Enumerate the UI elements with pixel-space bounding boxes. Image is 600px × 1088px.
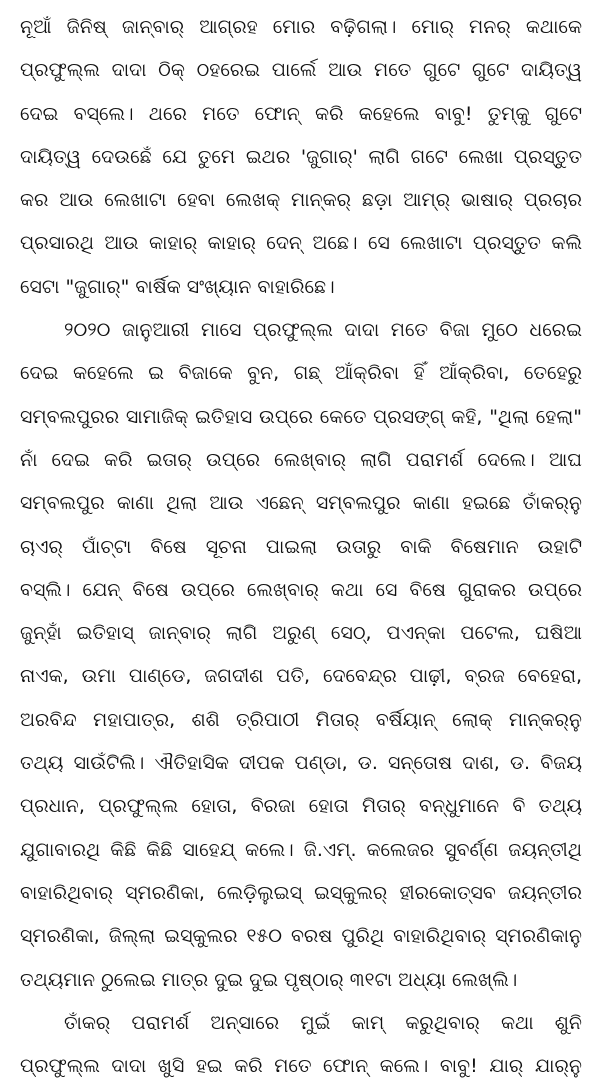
paragraph-1 xyxy=(20,6,582,309)
text-line: ପ୍ରସାରଥି ଆଉ କାହାର୍ କାହାର୍ ଦେନ୍ ଅଛେ। ସେ ଲେଖାଟା ପ୍ରସ୍ତୁତ କଲି xyxy=(20,232,582,255)
text-line: ଦାୟିତ୍ୱ ଦେଉଛେଁ ଯେ ତୁମେ ଇଥର 'ଜୁଗାର୍' ଲାଗି ଗଟେ ଲେଖା ପ୍ରସ୍ତୁତ xyxy=(20,145,582,168)
text-line: ଅରବିନ୍ଦ ମହାପାତ୍ର, ଶଶି ତ୍ରିପାଠୀ ମିତାର୍ ବର୍ଷିୟାନ୍ ଲୋକ୍ ମାନ୍‌କର୍‌ନୁ xyxy=(20,708,582,731)
text-line: ପ୍ରଧାନ, ପ୍ରଫୁଲ୍ଲ ହୋତା, ବିରଜା ହୋତା ମିତାର୍ ବନ୍ଧୁମାନେ ବି ତଥ୍ୟ xyxy=(20,795,582,818)
text-line: ତଥ୍ୟ ସାଉଁଟିଲି। ଐତିହାସିକ ଦୀପକ ପଣ୍ଡା, ଡ. ସନ୍ତୋଷ ଦାଶ, ଡ. ବିଜୟ xyxy=(20,752,582,775)
document-page xyxy=(20,6,582,1088)
text-line: ୨୦୨୦ ଜାନୁଆରୀ ମାସେ ପ୍ରଫୁଲ୍ଲ ଦାଦା ମତେ ବିଜା ମୁଠେ ଧରେଇ xyxy=(64,319,582,342)
text-line: ନାଏକ, ଉମା ପାଣ୍ଡେ, ଜଗଦୀଶ ପତି, ଦେବେନ୍ଦ୍ର ପାଢ଼ୀ, ବ୍ରଜ ବେହେରା, xyxy=(20,665,582,688)
text-line: ଦେଇ କହେଲେ ଇ ବିଜାକେ ବୁନ, ଗଛ୍ ଆଁକ୍‌ରିବା ହିଁ ଆଁକ୍‌ରିବା, ତେହେରୁ xyxy=(20,362,582,385)
text-line: କର ଆଉ ଲେଖାଟା ହେବା ଲେଖକ୍ ମାନ୍‌କର୍ ଛଡ଼ା ଆମ୍‌ର୍ ଭାଷାର୍ ପ୍ରଚାର xyxy=(20,189,582,212)
text-line: ତାଁକର୍ ପରାମର୍ଶ ଅନ୍‌ସାରେ ମୁଇଁ କାମ୍ କରୁଥିବାର୍ କଥା ଶୁନି xyxy=(64,1011,582,1034)
text-line: ଜୁନ୍‌ହାଁ ଇତିହାସ୍ ଜାନ୍‌ବାର୍ ଲାଗି ଅରୁଣ୍ ସେଠ୍, ପଏନ୍‌କା ପଟେଲ, ଘଷିଆ xyxy=(20,622,582,645)
text-line: ବସ୍‌ଲି। ଯେନ୍ ବିଷେ ଉପ୍ରେ ଲେଖ୍‌ବାର୍ କଥା ସେ ବିଷେ ଗୁରାକର ଉପ୍ରେ xyxy=(20,578,582,601)
text-line: ଦେଇ ବସ୍‌ଲେ। ଥରେ ମତେ ଫୋନ୍ କରି କହେଲେ ବାବୁ! ତୁମ୍‌କୁ ଗୁଟେ xyxy=(20,102,582,125)
text-line: ନାଁ ଦେଇ କରି ଇତାର୍ ଉପ୍ରେ ଲେଖ୍‌ବାର୍ ଲାଗି ପରାମର୍ଶ ଦେଲେ। ଆଘ xyxy=(20,448,582,471)
text-line: ସମ୍ବଲପୁର କାଣା ଥିଲା ଆଉ ଏଛେନ୍ ସମ୍ବଲପୁର କାଣା ହଇଛେ ତାଁକର୍‌ନୁ xyxy=(20,492,582,515)
text-line: ସେଟା "ଜୁଗାର୍" ବାର୍ଷିକ ସଂଖ୍ୟାନ ବାହାରିଛେ। xyxy=(20,275,335,298)
text-line: ଚାଏର୍ ପାଁଚ୍‌ଟା ବିଷେ ସୂଚନା ପାଇଲା ଉତାରୁ ବାକି ବିଷେମାନ ଉହାଟି xyxy=(20,535,582,558)
text-line: ଯୁଗାବାରଥି କିଛି କିଛି ସାହେଯ୍ କଲେ। ଜି.ଏମ୍. କଲେଜର ସୁବର୍ଣ୍ଣ ଜୟନ୍ତୀଥି xyxy=(20,838,582,861)
text-line: ନୂଆଁ ଜିନିଷ୍ ଜାନ୍‌ବାର୍ ଆଗ୍ରହ ମୋର ବଢ଼ିଗଲା। ମୋର୍ ମନର୍ କଥାକେ xyxy=(20,16,582,38)
text-line: ସ୍ମରଣିକା, ଜିଲ୍ଲା ଇସ୍କୁଲର ୧୫୦ ବରଷ ପୁରିଥି ବାହାରିଥିବାର୍ ସ୍ମରଣିକାନୁ xyxy=(20,925,582,948)
paragraph-3 xyxy=(20,1002,582,1088)
text-line: ତଥ୍ୟମାନ ଠୁଲେଇ ମାତ୍ର ଦୁଇ ଦୁଇ ପୃଷ୍ଠାର୍ ୩୧ଟା ଅଧ୍ୟା ଲେଖ୍‌ଲି। xyxy=(20,968,518,991)
text-line: ସମ୍ବଲପୁରର ସାମାଜିକ୍ ଇତିହାସ ଉପ୍ରେ କେତେ ପ୍ରସଙ୍ଗ୍ କହି, "ଥିଲା ହେଲା" xyxy=(20,405,582,428)
text-line: ପ୍ରଫୁଲ୍ଲ ଦାଦା ଠିକ୍ ଠହରେଇ ପାର୍ଲେ ଆଉ ମତେ ଗୁଟେ ଗୁଟେ ଦାୟିତ୍ୱ xyxy=(20,59,582,82)
text-line: ପ୍ରଫୁଲ୍ଲ ଦାଦା ଖୁସି ହଇ କରି ମତେ ଫୋନ୍ କଲେ। ବାବୁ! ଯାର୍ ଯାର୍‌ନୁ xyxy=(20,1055,582,1078)
text-line: ବାହାରିଥିବାର୍ ସ୍ମରଣିକା, ଲେଡ଼ିଲୁଇସ୍ ଇସ୍କୁଲର୍ ହୀରକୋତ୍ସବ ଜୟନ୍ତୀର xyxy=(20,881,582,904)
paragraph-2 xyxy=(20,309,582,1002)
